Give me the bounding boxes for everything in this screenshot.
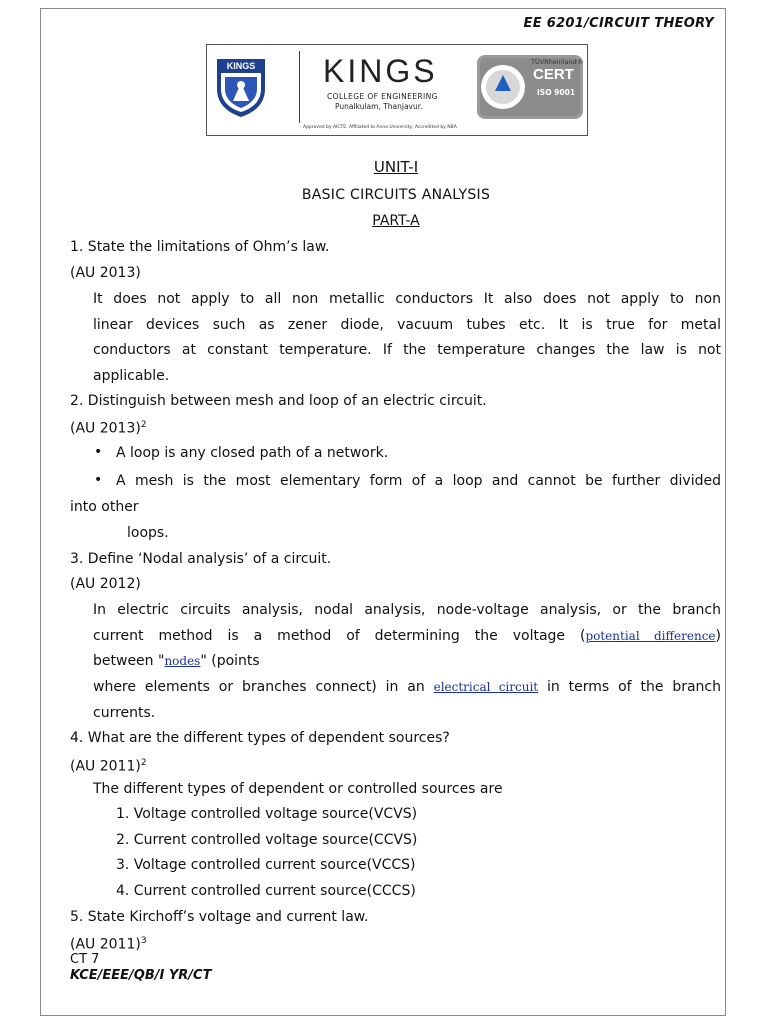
- question-1-au: (AU 2013): [70, 265, 141, 281]
- answer-1-last-line: applicable.: [93, 368, 170, 384]
- footer-code: KCE/EEE/QB/I YR/CT: [70, 968, 212, 983]
- college-shield-icon: [213, 55, 269, 119]
- iso-label: ISO 9001: [537, 88, 576, 97]
- shield-label: KINGS: [226, 61, 256, 71]
- question-4: 4. What are the different types of dependent sources?: [70, 730, 450, 746]
- list-item: 1. Voltage controlled voltage source(VCVS): [116, 806, 418, 822]
- list-item: 3. Voltage controlled current source(VCCS): [116, 857, 416, 873]
- answer-2-bullet-2-end: loops.: [127, 525, 169, 541]
- answer-3-line: currents.: [93, 705, 156, 721]
- bullet-icon: •: [94, 444, 103, 460]
- course-code-header: EE 6201/CIRCUIT THEORY: [523, 16, 714, 31]
- cert-label: CERT: [533, 66, 574, 83]
- question-3: 3. Define ‘Nodal analysis’ of a circuit.: [70, 551, 332, 567]
- section-title: BASIC CIRCUITS ANALYSIS: [301, 187, 491, 203]
- potential-difference-link[interactable]: potential difference: [585, 629, 716, 643]
- part-title: PART-A: [372, 213, 420, 229]
- answer-3-line: current method is a method of determining the voltage (potential difference): [93, 628, 721, 644]
- approval-note: Approved by AICTE, Affiliated to Anna University, Accredited by NBA: [303, 125, 457, 130]
- college-name: KINGS: [323, 53, 438, 89]
- answer-1-line: linear devices such as zener diode, vacuum tubes etc. It is true for metal: [93, 317, 721, 333]
- answer-1-line: It does not apply to all non metallic conductors It also does not apply to non: [93, 291, 721, 307]
- answer-2-bullet-2: A mesh is the most elementary form of a loop and cannot be further divided: [116, 473, 721, 489]
- logo-divider: [299, 51, 300, 123]
- cert-provider: TÜVRheinland®: [531, 58, 584, 66]
- list-item: 4. Current controlled current source(CCCS): [116, 883, 416, 899]
- answer-2-bullet-2-cont: into other: [70, 499, 139, 515]
- question-2-au: (AU 2013)$^2$: [70, 420, 147, 437]
- electrical-circuit-link[interactable]: electrical circuit: [433, 680, 539, 694]
- question-5: 5. State Kirchoff’s voltage and current law.: [70, 909, 369, 925]
- college-location: Punalkulam, Thanjavur.: [335, 102, 423, 111]
- question-2: 2. Distinguish between mesh and loop of an electric circuit.: [70, 393, 487, 409]
- college-logo-banner: [206, 44, 588, 136]
- unit-title: UNIT-I: [373, 158, 419, 176]
- question-1: 1. State the limitations of Ohm’s law.: [70, 239, 330, 255]
- answer-3-line: between "nodes" (points: [93, 653, 260, 669]
- answer-2-bullet-1: A loop is any closed path of a network.: [116, 445, 389, 461]
- answer-3-line: where elements or branches connect) in an electrical circuit in terms of the branch: [93, 679, 721, 695]
- question-4-au: (AU 2011)$^2$: [70, 758, 147, 775]
- page-number: CT 7: [70, 952, 100, 967]
- nodes-link[interactable]: nodes: [164, 654, 201, 668]
- bullet-icon: •: [94, 472, 103, 488]
- college-subtitle: COLLEGE OF ENGINEERING: [327, 92, 438, 101]
- question-5-au: (AU 2011)$^3$: [70, 936, 147, 953]
- answer-4-intro: The different types of dependent or controlled sources are: [93, 781, 503, 797]
- answer-1-line: conductors at constant temperature. If the temperature changes the law is not: [93, 342, 721, 358]
- question-3-au: (AU 2012): [70, 576, 141, 592]
- list-item: 2. Current controlled voltage source(CCVS): [116, 832, 418, 848]
- answer-3-line: In electric circuits analysis, nodal analysis, node-voltage analysis, or the branch: [93, 602, 721, 618]
